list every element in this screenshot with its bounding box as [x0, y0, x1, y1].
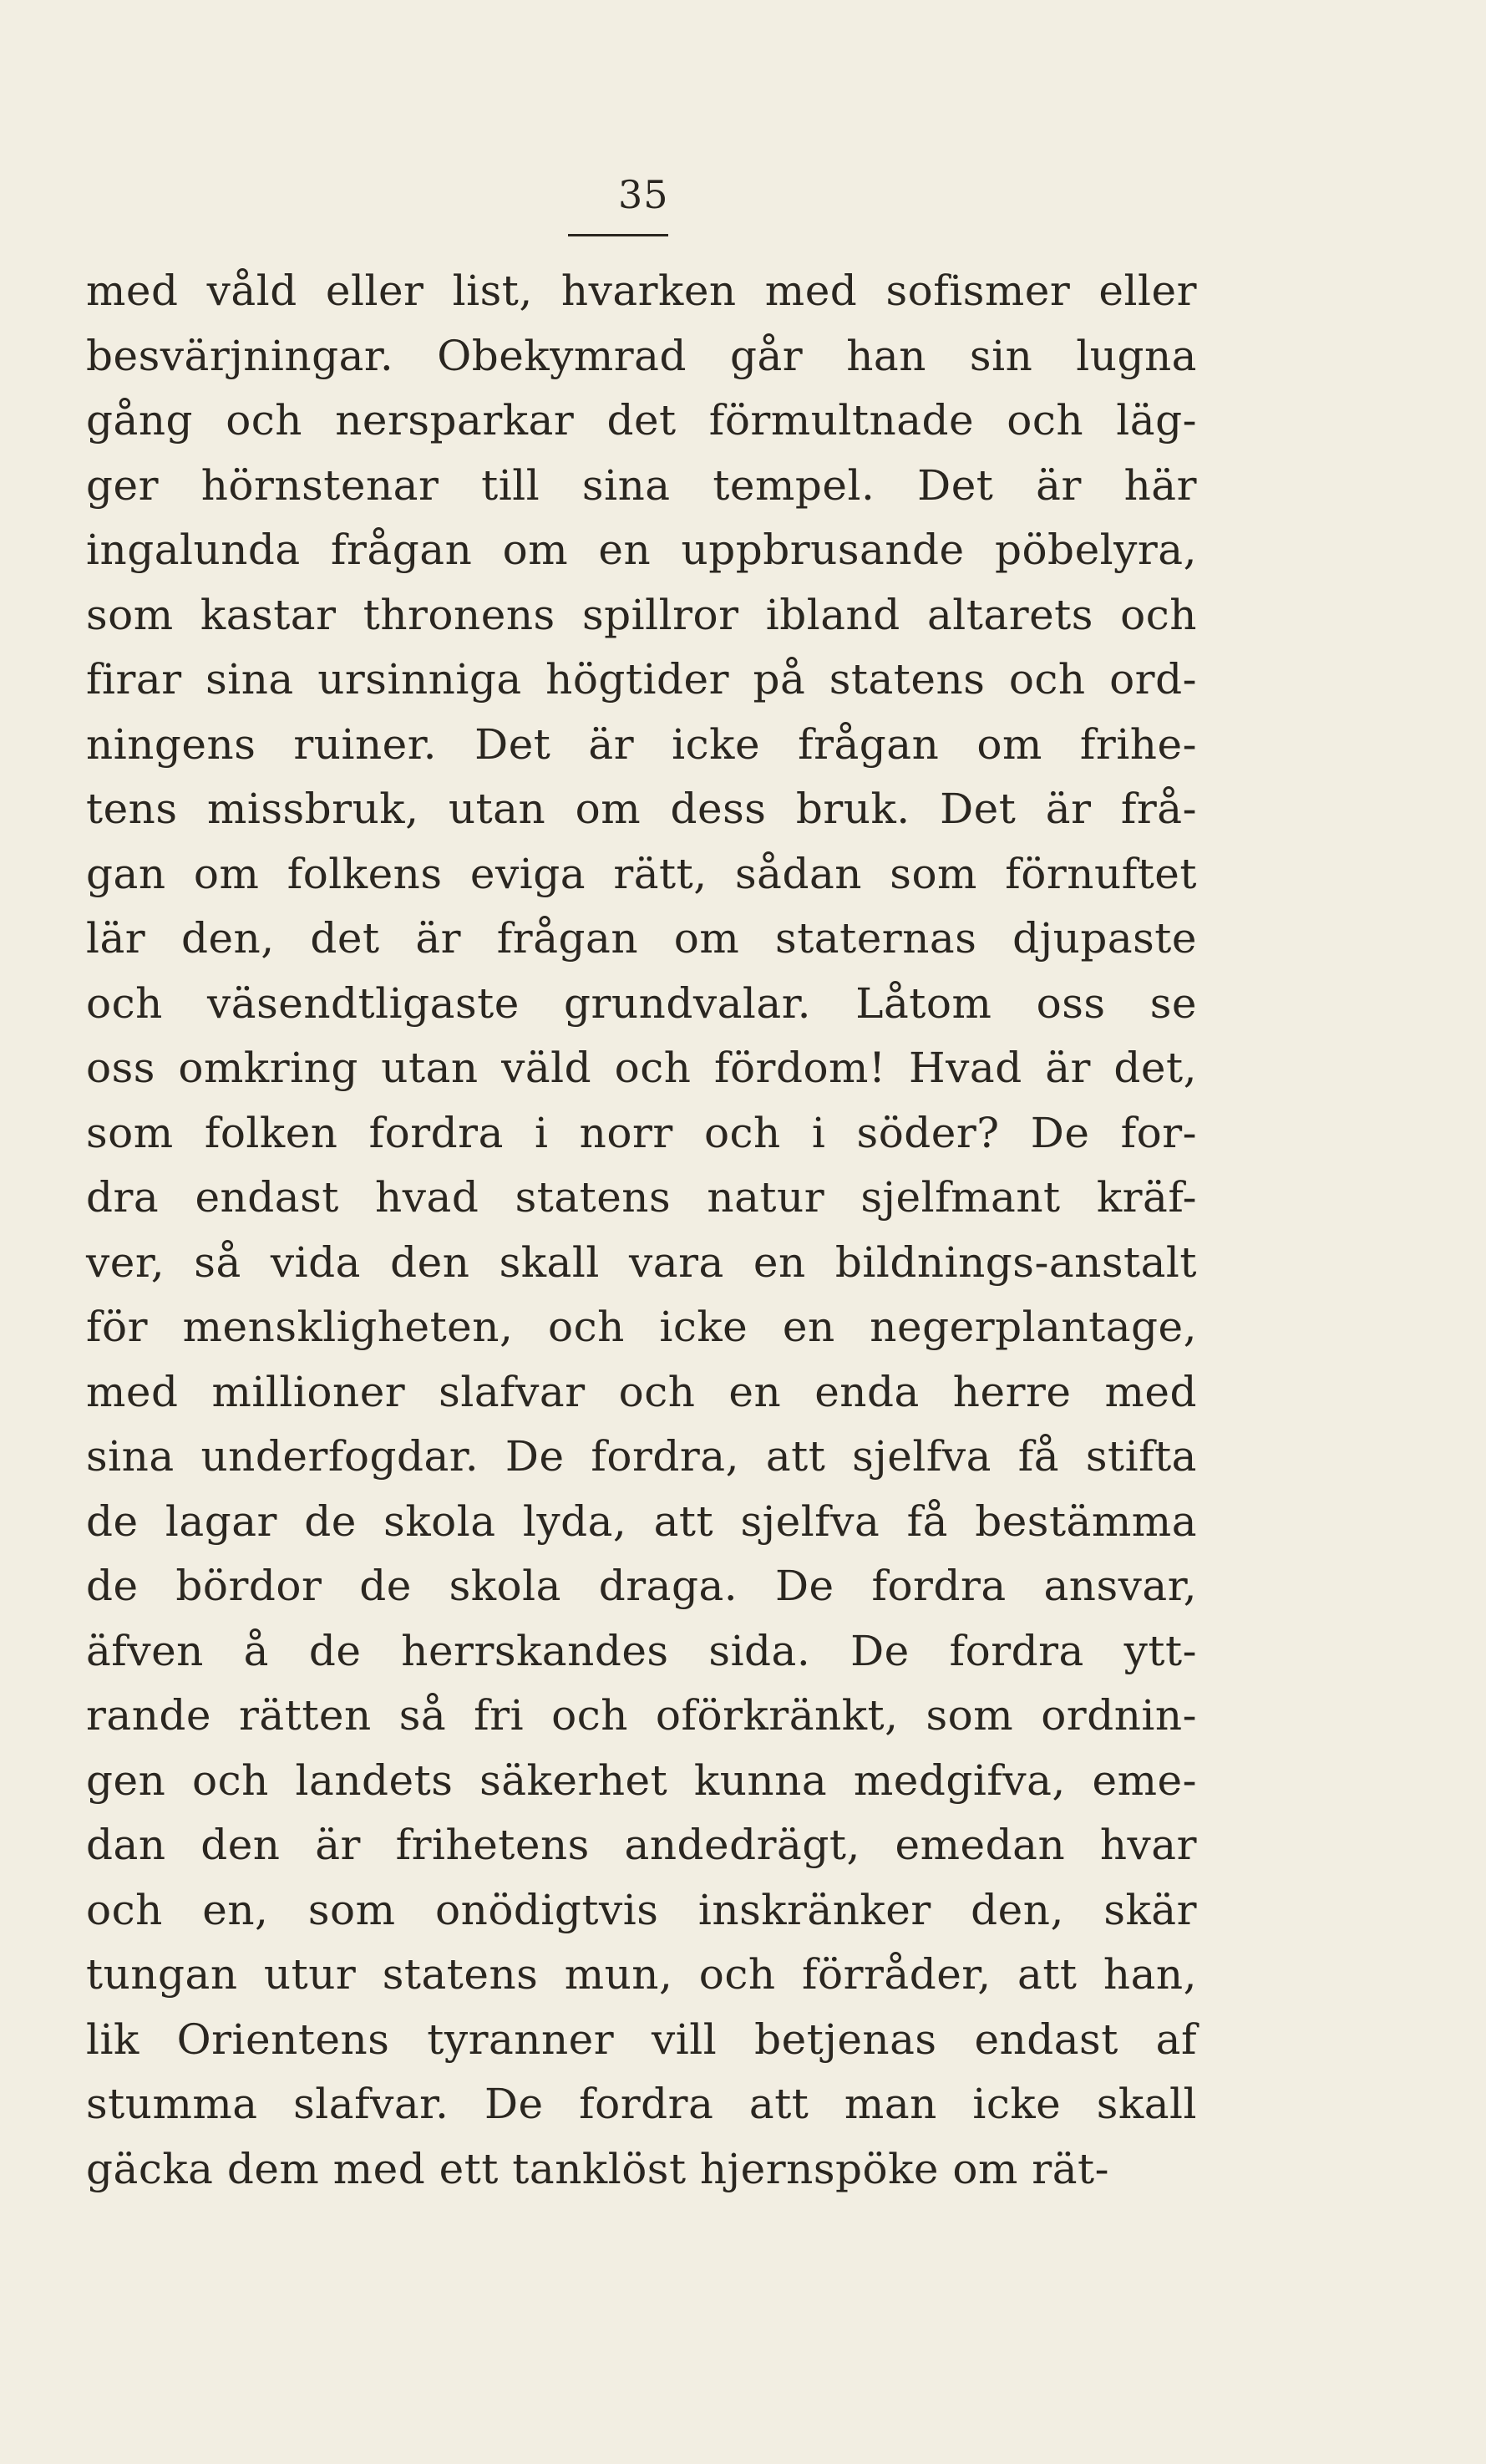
- text-line: lär den, det är frågan om staternas djupaste: [86, 914, 1197, 963]
- text-line: gen och landets säkerhet kunna medgifva, eme-: [86, 1755, 1197, 1805]
- text-line: med våld eller list, hvarken med sofismer eller: [86, 267, 1197, 315]
- text-line: oss omkring utan väld och fördom! Hvad är det,: [86, 1044, 1197, 1092]
- text-line: ingalunda frågan om en uppbrusande pöbelyra,: [86, 526, 1197, 574]
- text-line: ger hörnstenar till sina tempel. Det är här: [86, 460, 1197, 510]
- text-line: gång och nersparkar det förmultnade och läg-: [86, 396, 1197, 445]
- text-line: gan om folkens eviga rätt, sådan som förnuftet: [86, 849, 1197, 898]
- text-line: som kastar thronens spillror ibland altarets och: [86, 590, 1197, 639]
- header-rule: [568, 234, 668, 236]
- page-number: 35: [618, 172, 669, 217]
- text-line: och väsendtligaste grundvalar. Låtom oss se: [86, 978, 1197, 1028]
- text-line: de lagar de skola lyda, att sjelfva få bestämma: [86, 1496, 1197, 1546]
- text-line: firar sina ursinniga högtider på statens och ord-: [86, 655, 1197, 704]
- text-line: ningens ruiner. Det är icke frågan om frihe-: [86, 719, 1197, 769]
- text-line: stumma slafvar. De fordra att man icke skall: [86, 2080, 1197, 2128]
- text-line: de bördor de skola draga. De fordra ansvar,: [86, 1562, 1197, 1610]
- text-line: gäcka dem med ett tanklöst hjernspöke om rät-: [86, 2144, 1109, 2193]
- text-line: äfven å de herrskandes sida. De fordra ytt-: [86, 1626, 1197, 1675]
- text-line: sina underfogdar. De fordra, att sjelfva få stifta: [86, 1432, 1197, 1481]
- body-text: [86, 259, 1197, 2202]
- text-line: som folken fordra i norr och i söder? De for-: [86, 1108, 1197, 1157]
- text-line: ver, så vida den skall vara en bildnings-anstalt: [86, 1237, 1197, 1287]
- text-line: tens missbruk, utan om dess bruk. Det är frå-: [86, 785, 1197, 833]
- text-line: rande rätten så fri och oförkränkt, som ordnin-: [86, 1691, 1197, 1740]
- text-line: med millioner slafvar och en enda herre med: [86, 1367, 1197, 1416]
- text-line: lik Orientens tyranner vill betjenas endast af: [86, 2014, 1197, 2064]
- text-line: besvärjningar. Obekymrad går han sin lugna: [86, 331, 1197, 380]
- text-line: tungan utur statens mun, och förråder, att han,: [86, 1950, 1197, 1999]
- text-line: dra endast hvad statens natur sjelfmant kräf-: [86, 1173, 1197, 1222]
- text-line: för menskligheten, och icke en negerplantage,: [86, 1303, 1197, 1351]
- text-line: och en, som onödigtvis inskränker den, skär: [86, 1885, 1197, 1934]
- text-line: dan den är frihetens andedrägt, emedan hvar: [86, 1821, 1197, 1869]
